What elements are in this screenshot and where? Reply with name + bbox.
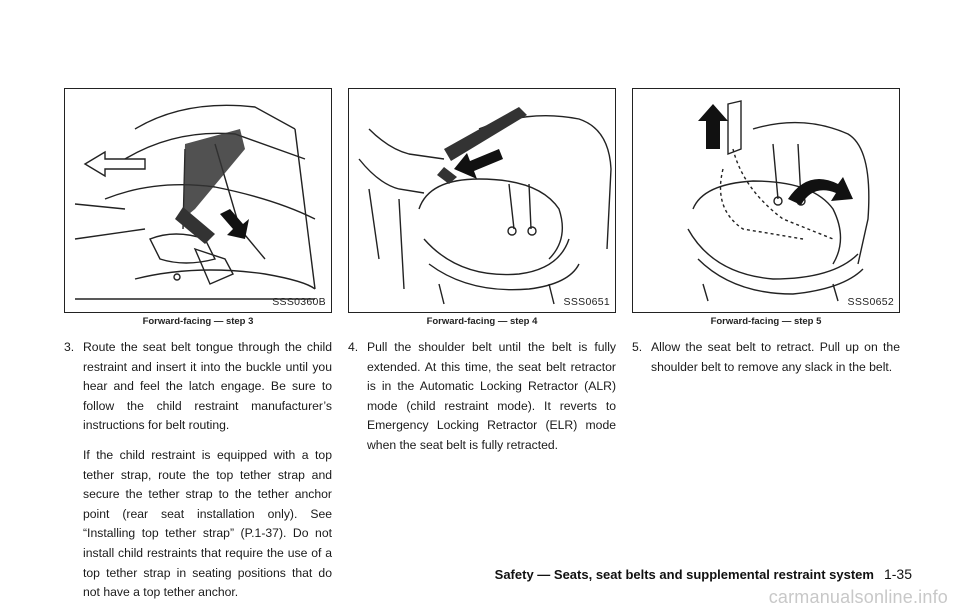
step-text: Pull the shoulder belt until the belt is fully extended. At this time, the seat belt retractor is in the Automatic Locking Retractor (ALR) mode (child restraint mode). It reverts to Emergency Locking Retractor (ELR) mode when the seat belt is fully retracted. [367, 340, 616, 452]
figure-caption: Forward-facing — step 4 [426, 316, 538, 327]
step-4 [348, 338, 616, 456]
figure-code: SSS0652 [847, 296, 894, 308]
step-number: 5. [632, 340, 643, 354]
figure-step-3 [64, 88, 332, 313]
figure-code: SSS0651 [563, 296, 610, 308]
figure-step-5 [632, 88, 900, 313]
page-number: 1-35 [883, 566, 912, 582]
step-text: Route the seat belt tongue through the child restraint and insert it into the buckle until you hear and feel the latch engage. Be sure to follow the child restraint manufacturer’s instructions for belt routing. [83, 340, 332, 433]
step-3-extra: If the child restraint is equipped with a top tether strap, route the top tether strap and secure the tether strap to the tether anchor point (rear seat installation only). See “Installing top tether strap” (P.1-37). Do not install child restraints that require the use of a top tether strap in seating positions that do not have a top tether anchor. [83, 447, 332, 600]
illustration-step-4 [349, 89, 615, 312]
figure-caption: Forward-facing — step 5 [710, 316, 822, 327]
up-arrow-icon [698, 104, 728, 149]
page-footer [495, 566, 912, 582]
figure-step-4 [348, 88, 616, 313]
section-title: Safety — Seats, seat belts and supplemental restraint system [494, 567, 874, 582]
column-step-5 [632, 88, 900, 377]
illustration-step-5 [633, 89, 899, 312]
step-number: 4. [348, 340, 359, 354]
shoulder-belt-strap [437, 107, 527, 184]
step-text: Allow the seat belt to retract. Pull up on the shoulder belt to remove any slack in the belt. [651, 340, 900, 374]
column-step-4 [348, 88, 616, 456]
direction-arrow-left-icon [85, 152, 145, 176]
illustration-step-3 [65, 89, 331, 312]
watermark: carmanualsonline.info [768, 587, 948, 607]
direction-arrow-down-icon [220, 209, 249, 239]
step-3 [64, 338, 332, 436]
figure-caption: Forward-facing — step 3 [142, 316, 254, 327]
retract-arrow-icon [788, 177, 853, 205]
step-number: 3. [64, 340, 75, 354]
step-5 [632, 338, 900, 377]
figure-code: SSS0360B [272, 296, 326, 308]
column-step-3 [64, 88, 332, 603]
